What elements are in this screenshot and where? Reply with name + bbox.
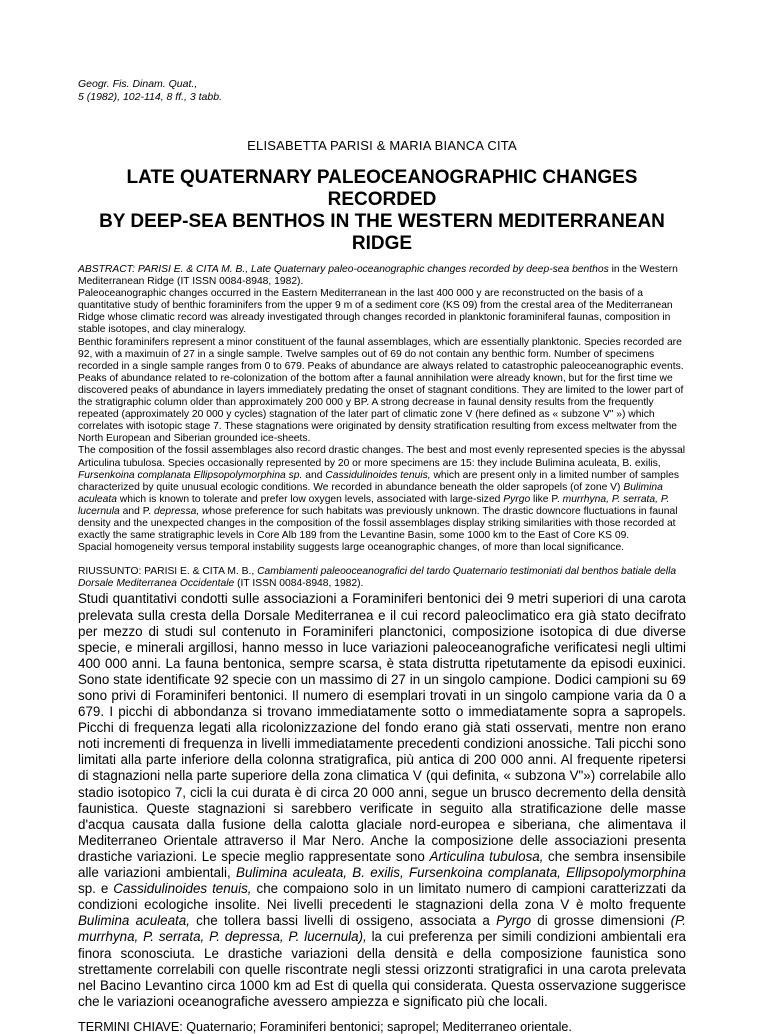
journal-citation [78, 78, 686, 104]
riassunto-lead: RIUSSUNTO: PARISI E. & CITA M. B., [78, 566, 258, 578]
abstract-paragraph-1: Paleoceanographic changes occurred in the Eastern Mediterranean in the last 400 000 y are reconstructed on the basis of a quantitative study of benthic foraminifers from the upper 9 m of a sediment core (KS 09) from the crestal area of the Mediterranean Ridge whose climatic record was already investigated through changes recorded in planktonic foraminiferal faunas, composition in stable isotopes, and clay mineralogy. [78, 288, 673, 336]
text-span: hose preference for such habitats was previously unknown. The drastic downcore fluctuations in faunal density and the unexpected changes in the composition of the fossil assemblages display striking similarities with those recorded at exactly the same stratigraphic levels in Core Alb 189 from the Levantine Basin, some 1000 km to the East of Core KS 09. [78, 505, 678, 542]
species-name: Pyrgo [496, 913, 532, 929]
text-span: The composition of the fossil assemblages also record drastic changes. The best and most evenly represented species is the abyssal Articulina tubulosa. Species occasionally represented by 20 or more specimens are 15: they include Bulimina aculeata, B. exilis, [78, 445, 686, 469]
abstract-lead-tail: in the Western Mediterranean Ridge (IT ISSN 0084-8948, 1982). [78, 264, 678, 288]
abstract-paragraph-2: Benthic foraminifers represent a minor constituent of the faunal assemblages, which are essentially planktonic. Species recorded are 92, with a maximuin of 27 in a single sample. Twelve samples out of 69 do not contain any benthic form. Number of specimens recorded in a single sample ranges from 0 to 679. Peaks of abundance are always related to catastrophic paleoceanographic events. Peaks of abundance related to re-colonization of the bottom after a faunal annihilation were already known, but for the first time we discovered peaks of abundance in layers immediately predating the onset of stagnant conditions. They are limited to the lower part of the stratigraphic column older than approximately 200 000 y BP. A strong decrease in faunal density results from the frequently repeated (approximately 20 000 y cycles) stagnation of the later part of climatic zone V (here defined as « subzone V" ») which correlates with isotopic stage 7. These stagnations were originated by density stratification resulting from excess meltwater from the North European and Siberian grounded ice-sheets. [78, 336, 684, 445]
citation-volume: 5 (1982), 102-114, 8 ff., 3 tabb. [78, 91, 222, 103]
species-name: (P. murrhyna, P. serrata, P. depressa, P. lucernula), [78, 913, 687, 945]
authors: ELISABETTA PARISI & MARIA BIANCA CITA [247, 138, 517, 153]
text-span: di grosse dimensioni [531, 913, 671, 929]
text-span: like P. [530, 493, 563, 505]
title-line-1: LATE QUATERNARY PALEOCEANOGRAPHIC CHANGES RECORDED [126, 167, 638, 210]
riassunto-body [78, 591, 686, 1009]
text-span: la cui preferenza per simili condizioni ambientali era finora sconosciuta. Le drastiche variazioni della densità e della composizione faunistica sono strettamente correlabili con quelle riscontrate negli stessi orizzonti stratigrafici in una carota prelevata nel Bacino Levantino circa 1000 km ad Est di quella qui considerata. Questa osservazione suggerisce che le variazioni oceanografiche avessero ampiezza e significato più che locali. [78, 929, 686, 1009]
text-span: and P. [119, 505, 154, 517]
text-span: and [302, 469, 326, 481]
text-span: which is known to tolerate and prefer low oxygen levels, associated with large-sized [116, 493, 504, 505]
abstract [78, 264, 686, 554]
riassunto-lead-tail: (IT ISSN 0084-8948, 1982). [234, 578, 364, 590]
text-span: che tollera bassi livelli di ossigeno, associata a [189, 913, 497, 929]
species-name: Bulimina aculeata, [78, 913, 190, 929]
species-name: murrhyna, P. serrata, P. lucernula [78, 493, 670, 517]
abstract-paragraph-3 [78, 445, 686, 542]
species-name: Pyrgo [503, 493, 531, 505]
species-name: Cassidulinoides tenuis, [325, 469, 431, 481]
riassunto-heading [78, 566, 686, 590]
species-name: depressa, w [153, 505, 210, 517]
text-span: Studi quantitativi condotti sulle associazioni a Foraminiferi bentonici dei 9 metri superiori di una carota prelevata sulla cresta della Dorsale Mediterranea e il cui record paleoclimatico era già stato decifrato per mezzo di studi sul contenuto in Foraminiferi planctonici, composizione isotopica di due diverse specie, e minerali argillosi, hanno messo in luce variazioni paleoceanografiche verificatesi negli ultimi 400 000 anni. La fauna bentonica, sempre scarsa, è stata distrutta ripetutamente da episodi euxinici. Sono state identificate 92 specie con un massimo di 27 in un singolo campione. Dodici campioni su 69 sono privi di Foraminiferi bentonici. Il numero di esemplari trovati in un singolo campione varia da 0 a 679. I picchi di abbondanza si trovano immediatamente sotto o immediatamente sopra a sapropels. Picchi di frequenza legati alla ricolonizzazione del fondo erano già stati osservati, mentre non erano noti incrementi di frequenza in livelli immediatamente precedenti condizioni anossiche. Tali picchi sono limitati alla parte inferiore della colonna stratigrafica, più antica di 200 000 anni. Al frequente ripetersi di stagnazioni nella parte superiore della zona climatica V (qui definita, « subzona V"») correlabile allo stadio isotopico 7, cicli la cui durata è di circa 20 000 anni, segue un brusco decremento della densità faunistica. Queste stagnazioni si sarebbero verificate in seguito alla stratificazione delle masse d'acqua causata dalla fusione della calotta glaciale nord-europea e siberiana, che alimentava il Mediterraneo Orientale attraverso il Mar Nero. Anche la composizione delle associazioni presenta drastiche variazioni. Le specie meglio rappresentate sono [78, 591, 686, 864]
paper-title [78, 167, 686, 255]
title-line-2: BY DEEP-SEA BENTHOS IN THE WESTERN MEDITERRANEAN RIDGE [99, 211, 665, 254]
species-name: Fursenkoina complanata Ellipsopolymorphina sp. [78, 469, 303, 481]
abstract-lead-text: ABSTRACT: PARISI E. & CITA M. B., Late Quaternary paleo-oceanographic changes recorded by deep-sea benthos [78, 264, 609, 275]
riassunto-title-it: Cambiamenti paleooceanografici del tardo Quaternario testimoniati dal benthos batiale della Dorsale Mediterranea Occidentale [78, 566, 677, 590]
paper-page [78, 78, 686, 1034]
text-span: che compaiono solo in un limitato numero di campioni caratterizzati da condizioni ecologiche insolite. Nei livelli precedenti le stagnazioni della zona V è molto frequente [78, 881, 686, 913]
abstract-lead [78, 264, 686, 288]
keywords: TERMINI CHIAVE: Quaternario; Foraminiferi bentonici; sapropel; Mediterraneo orientale. [78, 1019, 572, 1034]
species-name: Articulina tubulosa, [429, 848, 544, 864]
species-name: Cassidulinoides tenuis, [113, 881, 252, 897]
citation-journal: Geogr. Fis. Dinam. Quat., [78, 78, 198, 90]
text-span: which are present only in a limited number of samples characterized by quite unusual ecologic conditions. We recorded in abundance beneath the older sapropels (of zone V) [78, 469, 679, 493]
abstract-paragraph-4: Spacial homogeneity versus temporal instability suggests large oceanographic changes, of more than local significance. [78, 542, 625, 554]
text-span: sp. e [78, 881, 114, 897]
text-span: che sembra insensibile alle variazioni ambientali, [78, 848, 686, 881]
species-name: Bulimina aculeata, B. exilis, Fursenkoina complanata, Ellipsopolymorphina [236, 865, 686, 881]
species-name: Bulimina aculeata [78, 481, 663, 505]
